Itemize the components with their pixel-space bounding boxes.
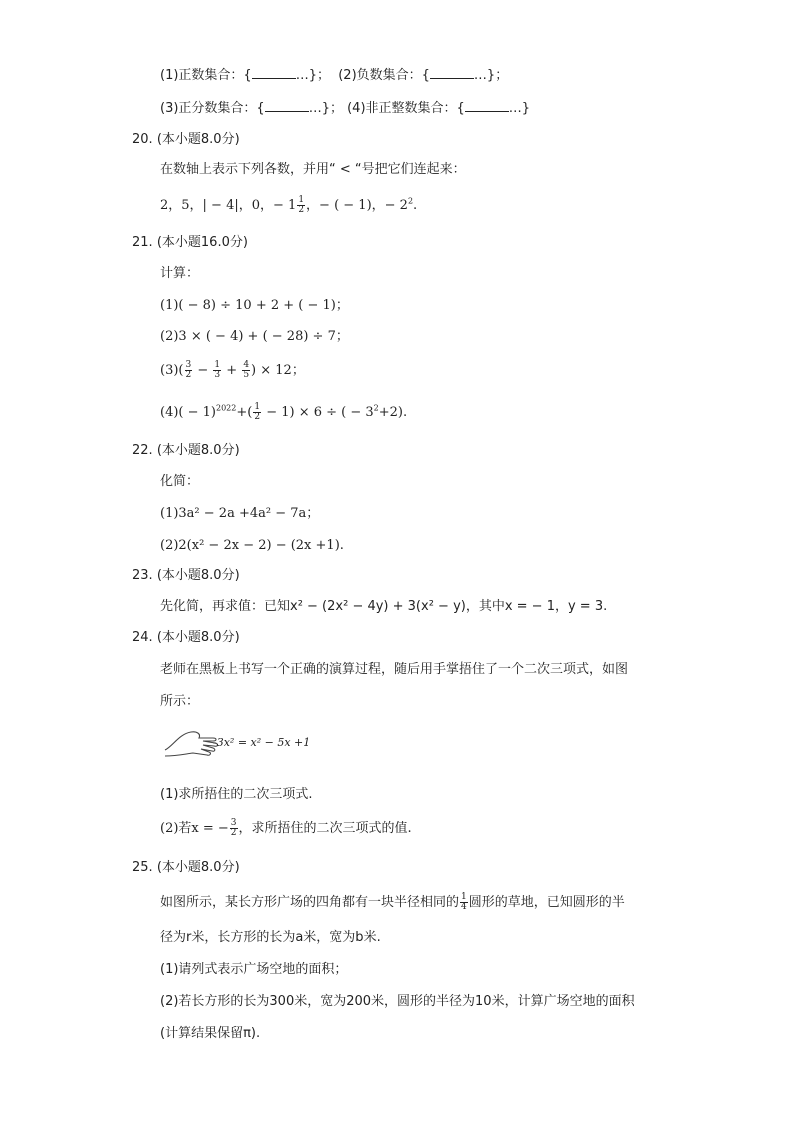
- answer-blank[interactable]: [430, 66, 474, 79]
- q22-prompt: 化简：: [160, 474, 200, 489]
- q25-text-1: 如图所示，某长方形广场的四角都有一块半径相同的 $\frac{1}{4}$ 圆形的草地，已知圆形的半: [160, 892, 625, 912]
- question-score: (本小题16.0分): [156, 235, 248, 250]
- answer-blank[interactable]: [252, 66, 296, 79]
- fraction: $\frac{1}{4}$: [461, 892, 467, 912]
- question-number: 25. (本小题8.0分): [132, 860, 240, 875]
- q25-text-2: 径为r米，长方形的长为a米，宽为b米.: [160, 930, 381, 945]
- q19-sets-row-2: (3)正分数集合：{ …}； (4)非正整数集合：{ …}: [160, 101, 531, 116]
- q22-part-1: (1)3a² − 2a +4a² − 7a；: [160, 506, 320, 521]
- q25-part-2a: (2)若长方形的长为300米，宽为200米，圆形的半径为10米，计算广场空地的面积: [160, 994, 635, 1009]
- q19-sets-row-1: (1)正数集合：{ …}； (2)负数集合：{ …}；: [160, 68, 509, 83]
- question-score: (本小题8.0分): [156, 860, 240, 875]
- q20-numbers: 2，5，| − 4|，0，− 1 $\frac{1}{2}$ ，− ( − 1)，− $2^2$.: [160, 195, 418, 215]
- q22-part-2: (2)2(x² − 2x − 2) − (2x +1).: [160, 538, 344, 553]
- q21-part-4: $(4)( - 1)^{2022}+$( $\frac{1}{2}$ − 1) × 6 ÷ ( − $3^2+2$).: [160, 402, 408, 422]
- question-score: (本小题8.0分): [156, 132, 240, 147]
- q21-part-3: (3)( $\frac{3}{2}$ − $\frac{1}{3}$ + $\frac{4}{5}$ ) × 12；: [160, 360, 305, 380]
- q24-text-1: 老师在黑板上书写一个正确的演算过程，随后用手掌捂住了一个二次三项式，如图: [160, 662, 629, 677]
- q25-part-1: (1)请列式表示广场空地的面积；: [160, 962, 348, 977]
- q23-text: 先化简，再求值：已知x² − (2x² − 4y) + 3(x² − y)，其中x = − 1，y = 3.: [160, 599, 608, 614]
- fraction: $\frac{4}{5}$: [243, 360, 250, 380]
- q21-prompt: 计算：: [160, 266, 200, 281]
- figure-equation: -3x² = x² − 5x +1: [213, 736, 311, 749]
- q25-part-2b: (计算结果保留π).: [160, 1026, 261, 1041]
- question-number: 22. (本小题8.0分): [132, 443, 240, 458]
- q24-part-1: (1)求所捂住的二次三项式.: [160, 787, 313, 802]
- fraction: $\frac{3}{2}$: [230, 818, 237, 838]
- q21-part-1: (1)( − 8) ÷ 10 + 2 + ( − 1)；: [160, 298, 349, 313]
- hand-covering-figure: [163, 724, 311, 764]
- question-score: (本小题8.0分): [156, 443, 240, 458]
- fraction: $\frac{1}{2}$: [298, 195, 305, 215]
- question-number: 23. (本小题8.0分): [132, 568, 240, 583]
- question-number: 24. (本小题8.0分): [132, 630, 240, 645]
- q24-text-2: 所示：: [160, 694, 200, 709]
- q21-part-2: (2)3 × ( − 4) + ( − 28) ÷ 7；: [160, 329, 349, 344]
- q24-part-2: (2)若x = − $\frac{3}{2}$ ，求所捂住的二次三项式的值.: [160, 818, 412, 838]
- question-number: 21. (本小题16.0分): [132, 235, 248, 250]
- question-number: 20. (本小题8.0分): [132, 132, 240, 147]
- question-score: (本小题8.0分): [156, 630, 240, 645]
- answer-blank[interactable]: [265, 99, 309, 112]
- fraction: $\frac{1}{3}$: [214, 360, 221, 380]
- fraction: $\frac{1}{2}$: [254, 402, 261, 422]
- q20-prompt: 在数轴上表示下列各数，并用“ < “号把它们连起来：: [160, 162, 466, 177]
- fraction: $\frac{3}{2}$: [185, 360, 192, 380]
- answer-blank[interactable]: [465, 99, 509, 112]
- question-score: (本小题8.0分): [156, 568, 240, 583]
